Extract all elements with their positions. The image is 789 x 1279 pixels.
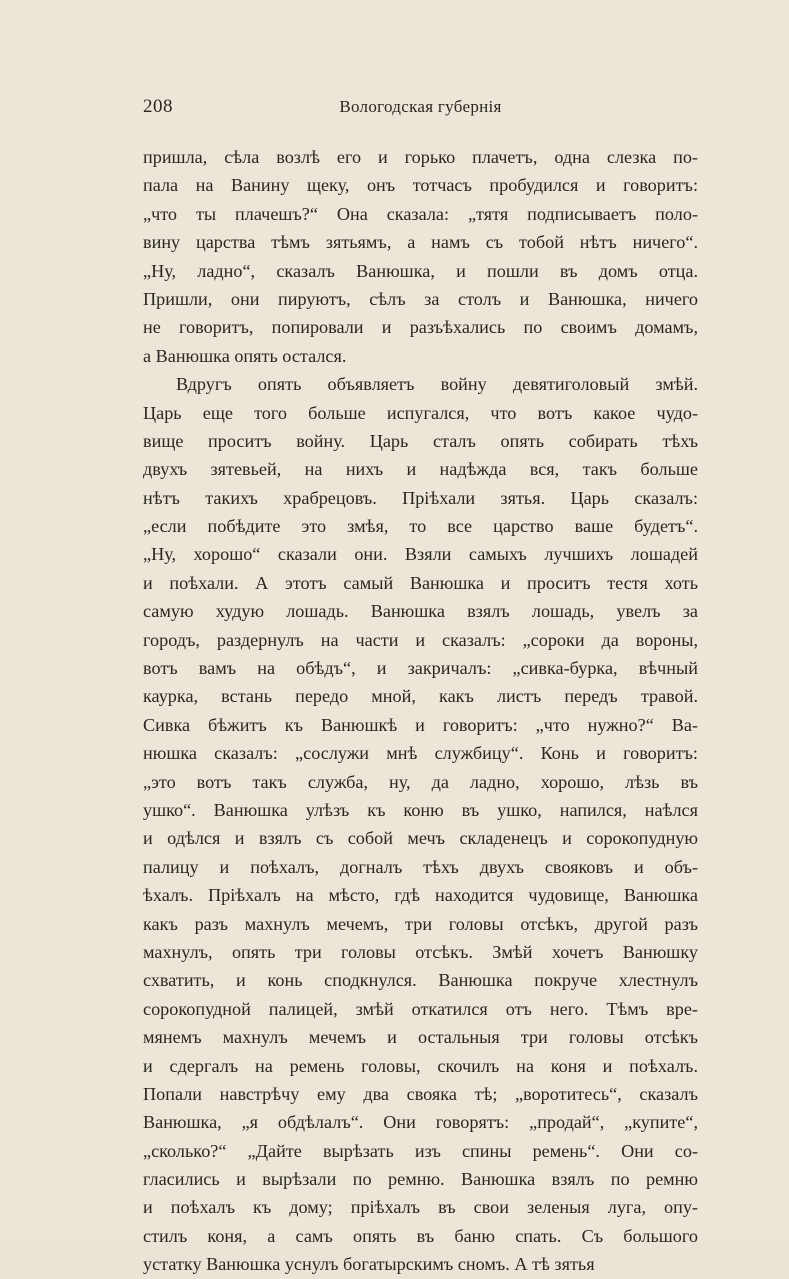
- text-line: нѣтъ такихъ храбрецовъ. Пріѣхали зятья. Царь сказалъ:: [143, 487, 698, 508]
- text-line: Пришли, они пируютъ, сѣлъ за столъ и Ванюшка, ничего: [143, 288, 698, 309]
- text-line: „это вотъ такъ служба, ну, да ладно, хорошо, лѣзь въ: [143, 771, 698, 792]
- text-line: какъ разъ махнулъ мечемъ, три головы отсѣкъ, другой разъ: [143, 913, 698, 934]
- text-line: и поѣхалъ къ дому; пріѣхалъ въ свои зеленыя луга, опу-: [143, 1197, 698, 1218]
- text-line: не говоритъ, попировали и разъѣхались по своимъ домамъ,: [143, 317, 698, 338]
- text-line: ѣхалъ. Пріѣхалъ на мѣсто, гдѣ находится чудовище, Ванюшка: [143, 885, 698, 906]
- text-line: и поѣхали. А этотъ самый Ванюшка и проситъ тестя хоть: [143, 572, 698, 593]
- text-line: мянемъ махнулъ мечемъ и остальныя три головы отсѣкъ: [143, 1027, 698, 1048]
- text-line: „Ну, хорошо“ сказали они. Взяли самыхъ лучшихъ лошадей: [143, 544, 698, 565]
- text-line: схватить, и конь сподкнулся. Ванюшка покруче хлестнулъ: [143, 970, 698, 991]
- text-line: „если побѣдите это змѣя, то все царство ваше будетъ“.: [143, 516, 698, 537]
- paragraph: [143, 143, 698, 370]
- text-line: махнулъ, опять три головы отсѣкъ. Змѣй хочетъ Ванюшку: [143, 941, 698, 962]
- text-line: каурка, встань передо мной, какъ листъ передъ травой.: [143, 686, 698, 707]
- text-line: а Ванюшка опять остался.: [143, 345, 347, 366]
- text-line: городъ, раздернулъ на части и сказалъ: „сороки да вороны,: [143, 629, 698, 650]
- text-line: палицу и поѣхалъ, догналъ тѣхъ двухъ свояковъ и объ-: [143, 856, 698, 877]
- text-line: Царь еще того больше испугался, что вотъ какое чудо-: [143, 402, 698, 423]
- text-line: „сколько?“ „Дайте вырѣзать изъ спины ремень“. Они со-: [143, 1140, 698, 1161]
- text-line: Попали навстрѣчу ему два свояка тѣ; „воротитесь“, сказалъ: [143, 1083, 698, 1104]
- text-line: двухъ зятевьей, на нихъ и надѣжда вся, такъ больше: [143, 459, 698, 480]
- running-title: Вологодская губернія: [339, 97, 502, 116]
- page-number: 208: [143, 96, 173, 117]
- text-line: сорокопудной палицей, змѣй откатился отъ него. Тѣмъ вре-: [143, 998, 698, 1019]
- text-line: „что ты плачешъ?“ Она сказала: „тятя подписываетъ поло-: [143, 203, 698, 224]
- text-line: вотъ вамъ на обѣдъ“, и закричалъ: „сивка-бурка, вѣчный: [143, 658, 698, 679]
- text-line: и одѣлся и взялъ съ собой мечъ складенецъ и сорокопудную: [143, 828, 698, 849]
- text-line: Сивка бѣжитъ къ Ванюшкѣ и говоритъ: „что нужно?“ Ва-: [143, 714, 698, 735]
- text-line: и сдергалъ на ремень головы, скочилъ на коня и поѣхалъ.: [143, 1055, 698, 1076]
- text-line: устатку Ванюшка уснулъ богатырскимъ сномъ. А тѣ зятья: [143, 1254, 595, 1275]
- text-line: вину царства тѣмъ зятьямъ, а намъ съ тобой нѣтъ ничего“.: [143, 232, 698, 253]
- page-header: [143, 96, 698, 126]
- text-line: пришла, сѣла возлѣ его и горько плачетъ, одна слезка по-: [143, 147, 698, 167]
- text-line: нюшка сказалъ: „сослужи мнѣ службицу“. Конь и говоритъ:: [143, 743, 698, 764]
- paragraph: [143, 370, 698, 1279]
- text-line: Вдругъ опять объявляетъ войну девятиголовый змѣй.: [176, 374, 698, 395]
- text-line: пала на Ванину щеку, онъ тотчасъ пробудился и говоритъ:: [143, 175, 698, 196]
- text-line: самую худую лошадь. Ванюшка взялъ лошадь, увелъ за: [143, 601, 698, 622]
- text-line: стилъ коня, а самъ опять въ баню спать. Съ большого: [143, 1225, 698, 1246]
- text-line: „Ну, ладно“, сказалъ Ванюшка, и пошли въ домъ отца.: [143, 260, 698, 281]
- body-text: [143, 143, 698, 1279]
- text-line: Ванюшка, „я обдѣлалъ“. Они говорятъ: „продай“, „купите“,: [143, 1112, 698, 1133]
- text-line: вище проситъ войну. Царь сталъ опять собирать тѣхъ: [143, 430, 698, 451]
- text-line: гласились и вырѣзали по ремню. Ванюшка взялъ по ремню: [143, 1169, 698, 1190]
- text-line: ушко“. Ванюшка улѣзъ къ коню въ ушко, напился, наѣлся: [143, 799, 698, 820]
